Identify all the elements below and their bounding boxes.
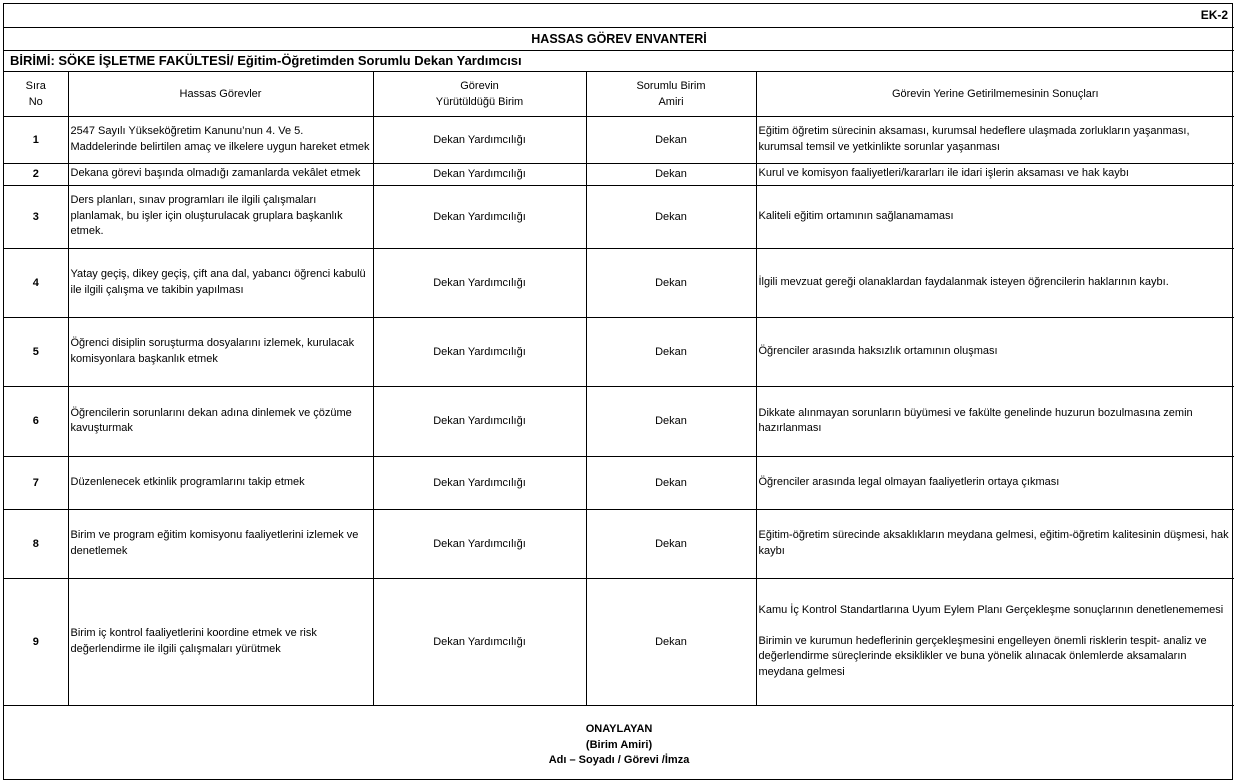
consequence-text: Öğrenciler arasında haksızlık ortamının oluşması (758, 344, 998, 357)
responsible-supervisor: Dekan (586, 248, 756, 317)
approval-signature-line: Adı – Soyadı / Görevi /İmza (548, 754, 690, 766)
executing-unit: Dekan Yardımcılığı (373, 163, 586, 185)
header-sira-no-line2: No (28, 95, 43, 108)
responsible-supervisor: Dekan (586, 116, 756, 163)
sensitive-duty: Yatay geçiş, dikey geçiş, çift ana dal, yabancı öğrenci kabulü ile ilgili çalışma ve takibin yapılması (68, 248, 373, 317)
consequence-text: Dikkate alınmayan sorunların büyümesi ve fakülte genelinde huzurun bozulmasına zemin hazırlanması (758, 406, 1193, 434)
executing-unit: Dekan Yardımcılığı (373, 185, 586, 248)
header-sorumlu-amir (586, 71, 756, 116)
table-row (4, 386, 1234, 456)
header-sorumlu-amir-line1: Sorumlu Birim (636, 79, 706, 92)
approval-role: (Birim Amiri) (585, 738, 653, 751)
sensitive-duty: Birim iç kontrol faaliyetlerini koordine etmek ve risk değerlendirme ile ilgili çalışmaları yürütmek (68, 578, 373, 705)
sensitive-duty: Dekana görevi başında olmadığı zamanlarda vekâlet etmek (68, 163, 373, 185)
consequence-text: Birimin ve kurumun hedeflerinin gerçekleşmesini engelleyen önemli risklerin tespit- analiz ve değerlendirme süreçlerinde eksiklikler ve buna yönelik alınacak önlemlerde aksamaların meydana gelmesi (758, 634, 1207, 678)
consequences (756, 456, 1234, 509)
consequence-text: Kurul ve komisyon faaliyetleri/kararları ile idari işlerin aksaması ve hak kaybı (758, 167, 1129, 180)
table-row (4, 116, 1234, 163)
executing-unit: Dekan Yardımcılığı (373, 456, 586, 509)
header-gorevin-birim-line2: Yürütüldüğü Birim (435, 95, 524, 108)
consequence-text: İlgili mevzuat gereği olanaklardan faydalanmak isteyen öğrencilerin haklarının kaybı. (758, 275, 1169, 288)
header-sonuclar: Görevin Yerine Getirilmemesinin Sonuçları (756, 71, 1234, 116)
responsible-supervisor: Dekan (586, 185, 756, 248)
responsible-supervisor: Dekan (586, 578, 756, 705)
approval-title: ONAYLAYAN (585, 723, 653, 735)
executing-unit: Dekan Yardımcılığı (373, 386, 586, 456)
consequences (756, 185, 1234, 248)
unit-row (4, 50, 1234, 71)
header-sira-no (4, 71, 68, 116)
title-row (4, 27, 1234, 50)
consequence-text: Öğrenciler arasında legal olmayan faaliyetlerin ortaya çıkması (758, 475, 1060, 488)
row-number: 9 (4, 578, 68, 705)
inventory-sheet (3, 3, 1233, 780)
header-gorevin-birim-line1: Görevin (460, 79, 499, 92)
row-number: 8 (4, 509, 68, 578)
sensitive-duty: Birim ve program eğitim komisyonu faaliyetlerini izlemek ve denetlemek (68, 509, 373, 578)
responsible-supervisor: Dekan (586, 456, 756, 509)
row-number: 6 (4, 386, 68, 456)
responsible-supervisor: Dekan (586, 163, 756, 185)
sensitive-duty: Düzenlenecek etkinlik programlarını takip etmek (68, 456, 373, 509)
row-number: 4 (4, 248, 68, 317)
executing-unit: Dekan Yardımcılığı (373, 317, 586, 386)
table-row (4, 248, 1234, 317)
table-row (4, 578, 1234, 705)
consequence-text: Kaliteli eğitim ortamının sağlanamaması (758, 209, 954, 222)
approval-row (4, 705, 1234, 781)
table-row (4, 185, 1234, 248)
row-number: 7 (4, 456, 68, 509)
consequence-text: Eğitim öğretim sürecinin aksaması, kurumsal hedeflere ulaşmada zorlukların yaşanması, kurumsal temsil ve yetkinlikte sorunlar yaşanması (758, 125, 1190, 153)
row-number: 5 (4, 317, 68, 386)
unit-line: BİRİMİ: SÖKE İŞLETME FAKÜLTESİ/ Eğitim-Öğretimden Sorumlu Dekan Yardımcısı (4, 50, 1234, 71)
table-row (4, 163, 1234, 185)
consequences (756, 163, 1234, 185)
executing-unit: Dekan Yardımcılığı (373, 578, 586, 705)
consequence-text: Eğitim-öğretim sürecinde aksaklıkların meydana gelmesi, eğitim-öğretim kalitesinin düşmesi, hak kaybı (758, 529, 1229, 557)
document-title: HASSAS GÖREV ENVANTERİ (4, 27, 1234, 50)
consequences (756, 317, 1234, 386)
consequences (756, 509, 1234, 578)
header-sorumlu-amir-line2: Amiri (658, 95, 684, 108)
table-row (4, 509, 1234, 578)
consequences (756, 578, 1234, 705)
consequences (756, 248, 1234, 317)
annex-label: EK-2 (4, 4, 1234, 27)
responsible-supervisor: Dekan (586, 509, 756, 578)
sensitive-duty: Öğrencilerin sorunlarını dekan adına dinlemek ve çözüme kavuşturmak (68, 386, 373, 456)
executing-unit: Dekan Yardımcılığı (373, 509, 586, 578)
responsible-supervisor: Dekan (586, 317, 756, 386)
table-row (4, 456, 1234, 509)
sensitive-duty: 2547 Sayılı Yükseköğretim Kanunu’nun 4. Ve 5. Maddelerinde belirtilen amaç ve ilkelere uygun hareket etmek (68, 116, 373, 163)
sensitive-duty: Ders planları, sınav programları ile ilgili çalışmaları planlamak, bu işler için oluşturulacak gruplara başkanlık etmek. (68, 185, 373, 248)
row-number: 1 (4, 116, 68, 163)
responsible-supervisor: Dekan (586, 386, 756, 456)
approval-block (4, 705, 1234, 781)
header-hassas-gorevler: Hassas Görevler (68, 71, 373, 116)
sensitive-duty: Öğrenci disiplin soruşturma dosyalarını izlemek, kurulacak komisyonlara başkanlık etmek (68, 317, 373, 386)
consequence-text: Kamu İç Kontrol Standartlarına Uyum Eylem Planı Gerçekleşme sonuçlarının denetlenememesi (758, 604, 1224, 616)
table-row (4, 317, 1234, 386)
row-number: 2 (4, 163, 68, 185)
executing-unit: Dekan Yardımcılığı (373, 116, 586, 163)
sensitive-duties-table (4, 4, 1234, 781)
header-row (4, 71, 1234, 116)
header-sira-no-line1: Sıra (25, 79, 46, 92)
row-number: 3 (4, 185, 68, 248)
consequences (756, 386, 1234, 456)
header-gorevin-birim (373, 71, 586, 116)
executing-unit: Dekan Yardımcılığı (373, 248, 586, 317)
annex-row (4, 4, 1234, 27)
consequences (756, 116, 1234, 163)
